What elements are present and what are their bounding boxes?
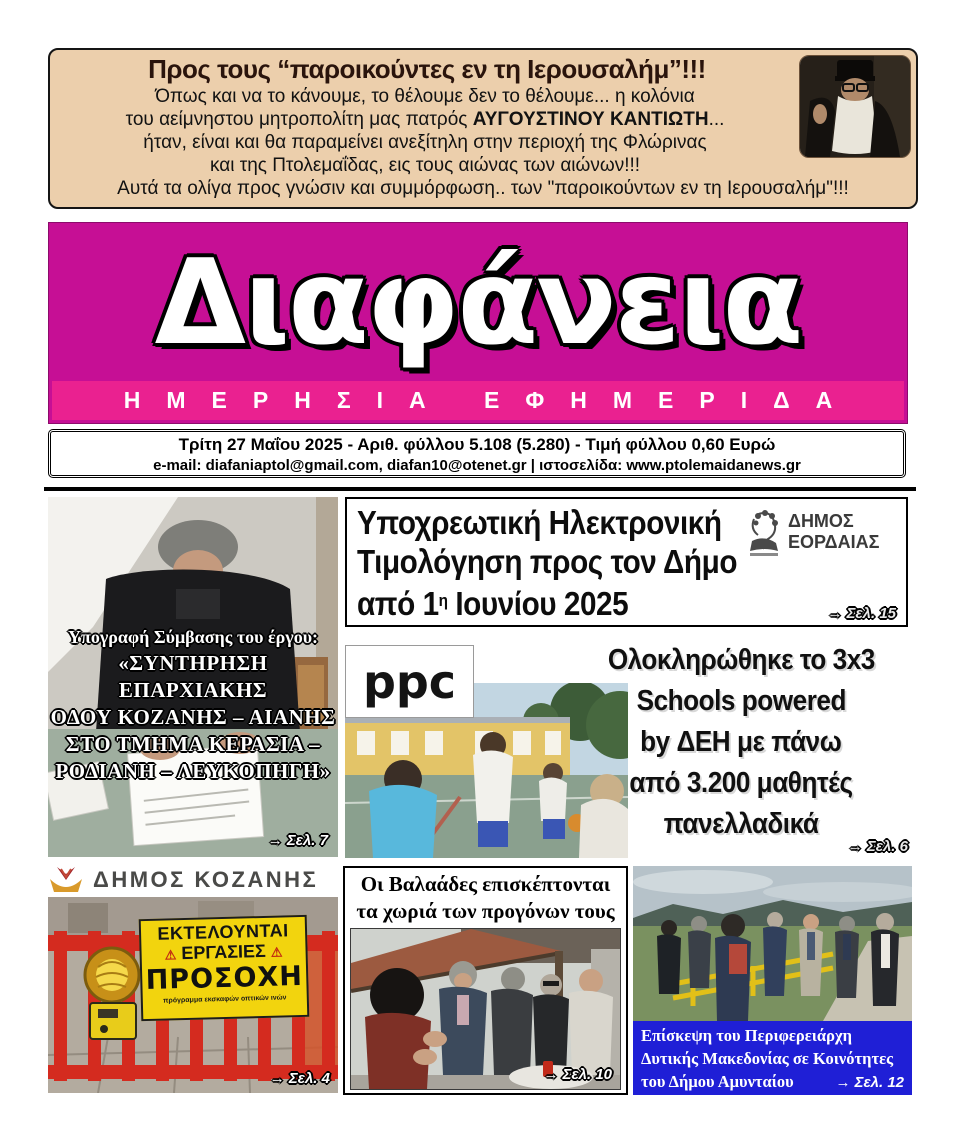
sign-line-1: ΕΚΤΕΛΟΥΝΤΑΙ: [157, 920, 289, 944]
sign-line-4: πρόγραμμα εκσκαφών οπτικών ινών: [163, 994, 287, 1005]
kozani-header: [48, 866, 338, 894]
top-banner: [48, 48, 918, 209]
signing-caption-line: «ΣΥΝΤΗΡΗΣΗ ΕΠΑΡΧΙΑΚΗΣ: [118, 651, 268, 702]
valaades-article: [343, 866, 628, 1095]
invoice-article: [345, 497, 908, 627]
roadworks-sign: [139, 915, 310, 1021]
kozani-header-text: ΔΗΜΟΣ ΚΟΖΑΝΗΣ: [93, 867, 319, 892]
ppc-logo: ppc: [345, 645, 474, 718]
warning-icon: ⚠: [270, 944, 283, 960]
signing-page-ref: → Σελ. 7: [267, 832, 328, 849]
eordaia-logo-text: ΔΗΜΟΣ ΕΟΡΔΑΙΑΣ: [788, 511, 880, 552]
valaades-photo: [350, 928, 621, 1090]
signing-caption-line: ΣΤΟ ΤΜΗΜΑ ΚΕΡΑΣΙΑ –: [65, 732, 321, 756]
banner-line-5: Αυτά τα ολίγα προς γνώσιν και συμμόρφωση.. των "παροικούντων εν τη Ιερουσαλήμ"!!!: [117, 178, 849, 199]
signing-article: [48, 497, 338, 857]
signing-caption-line: ΡΟΔΙΑΝΗ – ΛΕΥΚΟΠΗΓΗ»: [55, 759, 331, 783]
metropolitan-photo: [799, 55, 911, 158]
newspaper-title: Διαφάνεια: [154, 233, 802, 371]
banner-line-3: ήταν, είναι και θα παραμείνει ανεξίτηλη στην περιοχή της Φλώρινας: [143, 132, 707, 153]
region-visit-photo: [633, 866, 912, 1021]
warning-icon: ⚠: [164, 947, 177, 963]
kozani-page-ref: → Σελ. 4: [269, 1070, 330, 1087]
region-caption-line-3: του Δήμου Αμυνταίου: [641, 1072, 794, 1091]
banner-line-2: του αείμνηστου μητροπολίτη μας πατρός ΑΥΓΟΥΣΤΙΝΟΥ ΚΑΝΤΙΩΤΗ...: [125, 109, 725, 130]
contact-line: e-mail: diafaniaptol@gmail.com, diafan10@otenet.gr | ιστοσελίδα: www.ptolemaidanews.gr: [153, 457, 801, 474]
horizontal-rule: [44, 487, 916, 491]
sign-line-2: ⚠ ΕΡΓΑΣΙΕΣ ⚠: [164, 940, 283, 964]
region-visit-caption: [633, 1021, 912, 1095]
signing-caption-line: ΟΔΟΥ ΚΟΖΑΝΗΣ – ΑΙΑΝΗΣ: [50, 705, 336, 729]
region-caption-line-1: Επίσκεψη του Περιφερειάρχη: [641, 1026, 852, 1045]
region-caption-line-2: Δυτικής Μακεδονίας σε Κοινότητες: [641, 1049, 894, 1068]
valaades-headline: Οι Βαλαάδες επισκέπτονται τα χωριά των προγόνων τους: [356, 872, 615, 923]
kozani-municipality-icon: [48, 865, 84, 895]
signing-caption-intro: Υπογραφή Σύμβασης του έργου:: [67, 627, 319, 647]
banner-line-4: και της Πτολεμαΐδας, εις τους αιώνας των αιώνων!!!: [209, 155, 641, 176]
kozani-article: [48, 897, 338, 1093]
dateline-box: [48, 429, 906, 478]
masthead-subtitle: ΗΜΕΡΗΣΙΑ ΕΦΗΜΕΡΙΔΑ: [52, 381, 904, 420]
invoice-headline: Υποχρεωτική Ηλεκτρονική Τιμολόγηση προς τον Δήμο από $1^\eta$ Ιουνίου 2025: [357, 504, 738, 622]
masthead: [48, 222, 908, 424]
banner-title: Προς τους “παροικούντες εν τη Ιερουσαλήμ”!!!: [148, 54, 706, 84]
banner-line-1: Όπως και να το κάνουμε, το θέλουμε δεν το θέλουμε... η κολόνια: [155, 86, 695, 107]
deh-headline: Ολοκληρώθηκε το 3x3 Schools powered by ΔΕΗ με πάνω από 3.200 μαθητές πανελλαδικά: [607, 644, 875, 840]
valaades-page-ref: → Σελ. 10: [543, 1066, 612, 1083]
signing-caption: [48, 627, 338, 785]
invoice-page-ref: → Σελ. 15: [827, 605, 896, 622]
sign-line-3: ΠΡΟΣΟΧΗ: [145, 960, 304, 997]
deh-page-ref: → Σελ. 6: [847, 838, 908, 855]
issue-date-line: Τρίτη 27 Μαΐου 2025 - Αριθ. φύλλου 5.108 (5.280) - Τιμή φύλλου 0,60 Ευρώ: [178, 435, 776, 454]
region-page-ref: → Σελ. 12: [835, 1074, 904, 1091]
eordaia-head-icon: [744, 507, 784, 559]
